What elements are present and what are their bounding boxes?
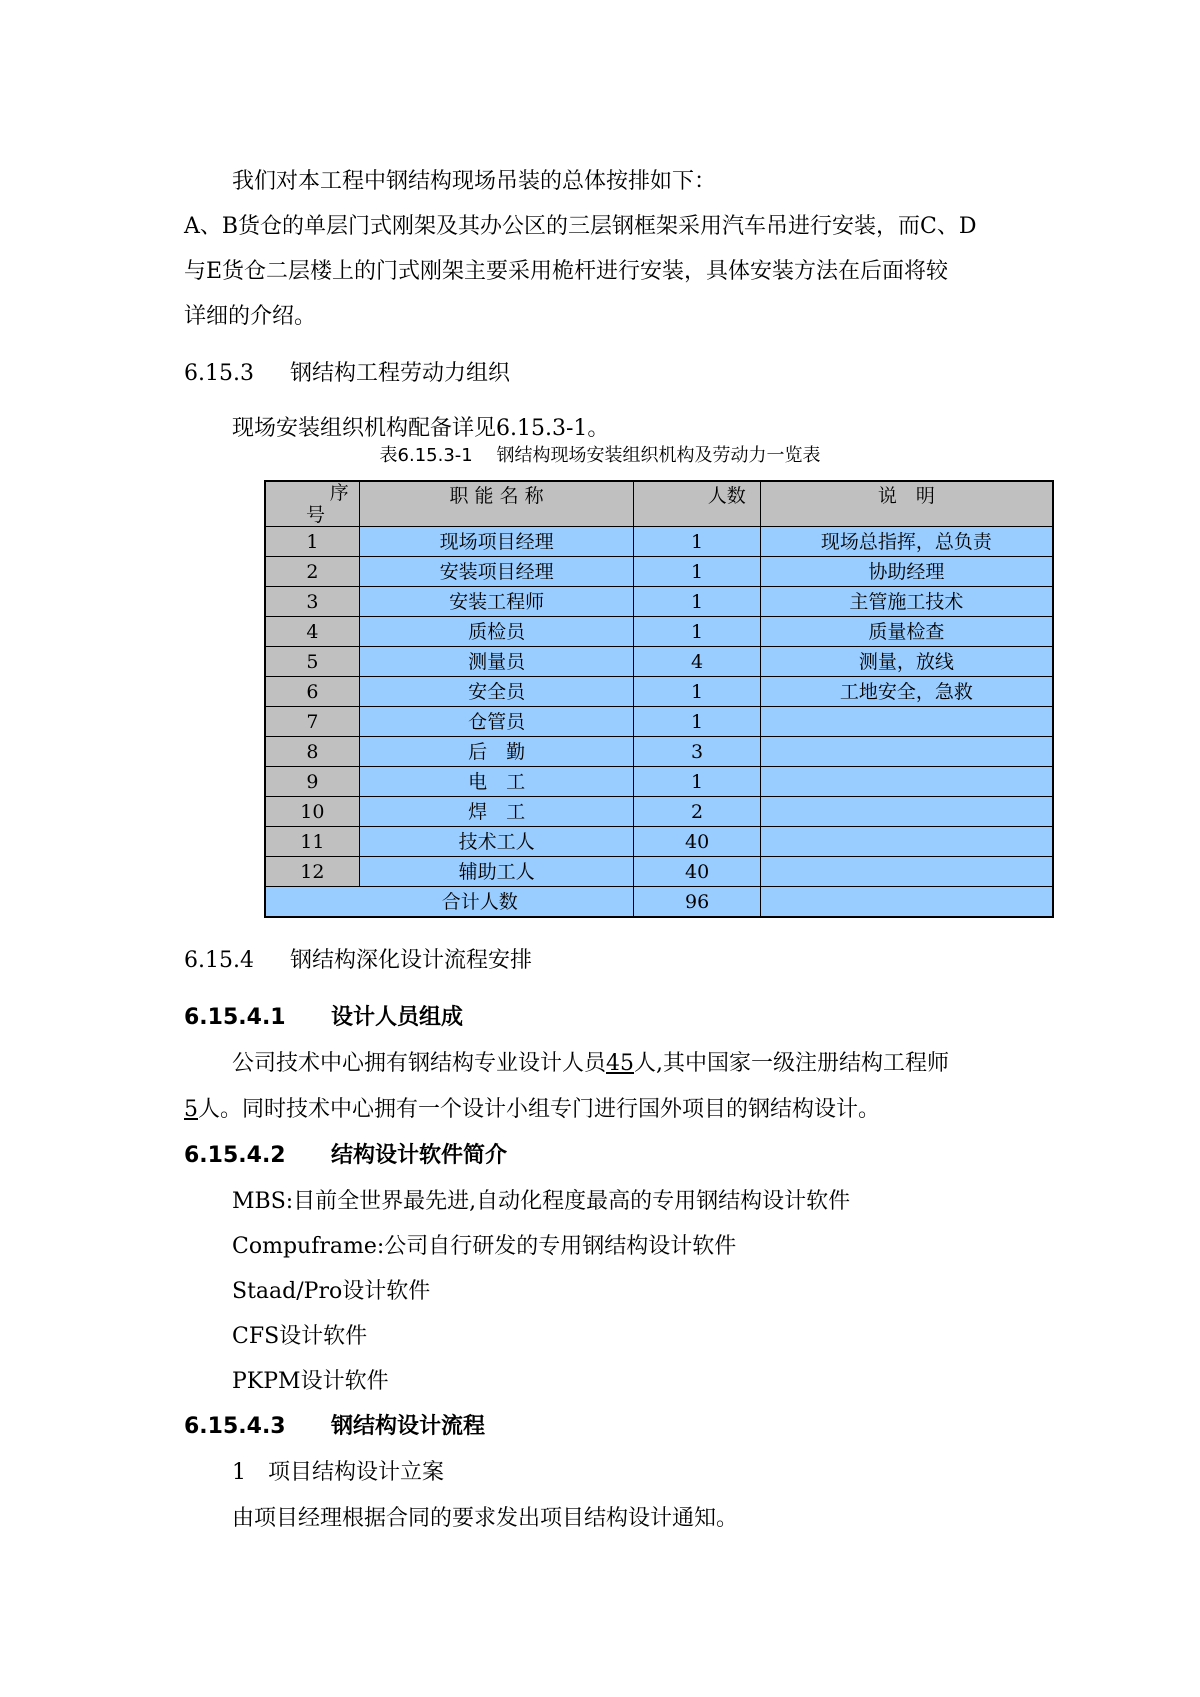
header-index: 序 号 bbox=[265, 481, 359, 527]
row-index: 3 bbox=[265, 587, 359, 617]
section-number: 6.15.4.3 bbox=[184, 1414, 286, 1439]
row-name: 测量员 bbox=[359, 647, 634, 677]
section-title: 设计人员组成 bbox=[330, 1005, 463, 1030]
row-count: 40 bbox=[634, 857, 760, 887]
table-row bbox=[265, 797, 1053, 827]
row-name: 辅助工人 bbox=[359, 857, 634, 887]
paragraph-last: 由项目经理根据合同的要求发出项目结构设计通知。 bbox=[232, 1506, 739, 1531]
table-row bbox=[265, 557, 1053, 587]
row-note: 主管施工技术 bbox=[760, 587, 1053, 617]
total-note bbox=[760, 887, 1053, 918]
section-title: 钢结构设计流程 bbox=[330, 1414, 485, 1439]
row-index: 5 bbox=[265, 647, 359, 677]
row-note: 测量，放线 bbox=[760, 647, 1053, 677]
row-note bbox=[760, 707, 1053, 737]
row-note: 质量检查 bbox=[760, 617, 1053, 647]
row-name: 后 勤 bbox=[359, 737, 634, 767]
row-name: 安装项目经理 bbox=[359, 557, 634, 587]
row-index: 9 bbox=[265, 767, 359, 797]
row-count: 1 bbox=[634, 587, 760, 617]
header-name: 职 能 名 称 bbox=[359, 481, 634, 527]
paragraph-staff-line1: 公司技术中心拥有钢结构专业设计人员45人,其中国家一级注册结构工程师 bbox=[232, 1051, 950, 1076]
row-count: 1 bbox=[634, 767, 760, 797]
paragraph-table-ref: 现场安装组织机构配备详见6.15.3-1。 bbox=[232, 416, 610, 441]
paragraph-line: 详细的介绍。 bbox=[184, 304, 317, 329]
table-row bbox=[265, 707, 1053, 737]
paragraph-line: A、B货仓的单层门式刚架及其办公区的三层钢框架采用汽车吊进行安装，而C、D bbox=[184, 214, 977, 239]
section-heading-61541 bbox=[184, 1003, 463, 1033]
row-name: 安装工程师 bbox=[359, 587, 634, 617]
row-index: 4 bbox=[265, 617, 359, 647]
total-label: 合计人数 bbox=[265, 887, 634, 918]
paragraph-intro: 我们对本工程中钢结构现场吊装的总体按排如下： bbox=[232, 169, 717, 194]
paragraph-staff-line2: 5人。同时技术中心拥有一个设计小组专门进行国外项目的钢结构设计。 bbox=[184, 1097, 881, 1122]
table-row bbox=[265, 767, 1053, 797]
row-index: 7 bbox=[265, 707, 359, 737]
row-note bbox=[760, 767, 1053, 797]
section-number: 6.15.4 bbox=[184, 948, 254, 973]
row-note: 现场总指挥，总负责 bbox=[760, 527, 1053, 557]
row-count: 40 bbox=[634, 827, 760, 857]
table-row bbox=[265, 587, 1053, 617]
row-index: 10 bbox=[265, 797, 359, 827]
row-index: 6 bbox=[265, 677, 359, 707]
row-index: 1 bbox=[265, 527, 359, 557]
row-index: 12 bbox=[265, 857, 359, 887]
row-count: 1 bbox=[634, 557, 760, 587]
table-row bbox=[265, 737, 1053, 767]
row-name: 现场项目经理 bbox=[359, 527, 634, 557]
row-note bbox=[760, 737, 1053, 767]
row-note: 工地安全，急救 bbox=[760, 677, 1053, 707]
table-caption: 表6.15.3-1 钢结构现场安装组织机构及劳动力一览表 bbox=[379, 445, 821, 466]
row-count: 1 bbox=[634, 677, 760, 707]
row-count: 4 bbox=[634, 647, 760, 677]
section-heading-61543 bbox=[184, 1412, 485, 1442]
org-table bbox=[264, 480, 1054, 918]
row-name: 焊 工 bbox=[359, 797, 634, 827]
header-count: 人数 bbox=[634, 481, 760, 527]
row-name: 安全员 bbox=[359, 677, 634, 707]
row-count: 1 bbox=[634, 527, 760, 557]
row-count: 1 bbox=[634, 617, 760, 647]
header-note: 说 明 bbox=[760, 481, 1053, 527]
software-item: Compuframe:公司自行研发的专用钢结构设计软件 bbox=[232, 1234, 737, 1259]
step-heading: 1 项目结构设计立案 bbox=[232, 1460, 445, 1485]
table-row bbox=[265, 617, 1053, 647]
section-number: 6.15.3 bbox=[184, 361, 254, 386]
software-item: PKPM设计软件 bbox=[232, 1369, 389, 1394]
row-note bbox=[760, 827, 1053, 857]
section-heading-6154 bbox=[184, 946, 532, 976]
software-item: CFS设计软件 bbox=[232, 1324, 368, 1349]
row-count: 1 bbox=[634, 707, 760, 737]
table-total-row bbox=[265, 887, 1053, 918]
section-title: 结构设计软件简介 bbox=[330, 1143, 507, 1168]
row-name: 电 工 bbox=[359, 767, 634, 797]
section-heading-6153 bbox=[184, 359, 510, 389]
software-item: Staad/Pro设计软件 bbox=[232, 1279, 431, 1304]
table-row bbox=[265, 827, 1053, 857]
section-title: 钢结构工程劳动力组织 bbox=[289, 361, 510, 386]
row-index: 8 bbox=[265, 737, 359, 767]
table-row bbox=[265, 647, 1053, 677]
row-count: 2 bbox=[634, 797, 760, 827]
row-name: 仓管员 bbox=[359, 707, 634, 737]
row-note: 协助经理 bbox=[760, 557, 1053, 587]
section-number: 6.15.4.1 bbox=[184, 1005, 286, 1030]
section-heading-61542 bbox=[184, 1141, 507, 1171]
software-item: MBS:目前全世界最先进,自动化程度最高的专用钢结构设计软件 bbox=[232, 1189, 851, 1214]
section-number: 6.15.4.2 bbox=[184, 1143, 286, 1168]
row-index: 2 bbox=[265, 557, 359, 587]
row-note bbox=[760, 857, 1053, 887]
total-count: 96 bbox=[634, 887, 760, 918]
table-row bbox=[265, 527, 1053, 557]
section-title: 钢结构深化设计流程安排 bbox=[289, 948, 532, 973]
row-note bbox=[760, 797, 1053, 827]
row-index: 11 bbox=[265, 827, 359, 857]
paragraph-line: 与E货仓二层楼上的门式刚架主要采用桅杆进行安装，具体安装方法在后面将较 bbox=[184, 259, 949, 284]
row-name: 质检员 bbox=[359, 617, 634, 647]
table-row bbox=[265, 677, 1053, 707]
table-row bbox=[265, 857, 1053, 887]
table-header-row bbox=[265, 481, 1053, 527]
row-count: 3 bbox=[634, 737, 760, 767]
row-name: 技术工人 bbox=[359, 827, 634, 857]
